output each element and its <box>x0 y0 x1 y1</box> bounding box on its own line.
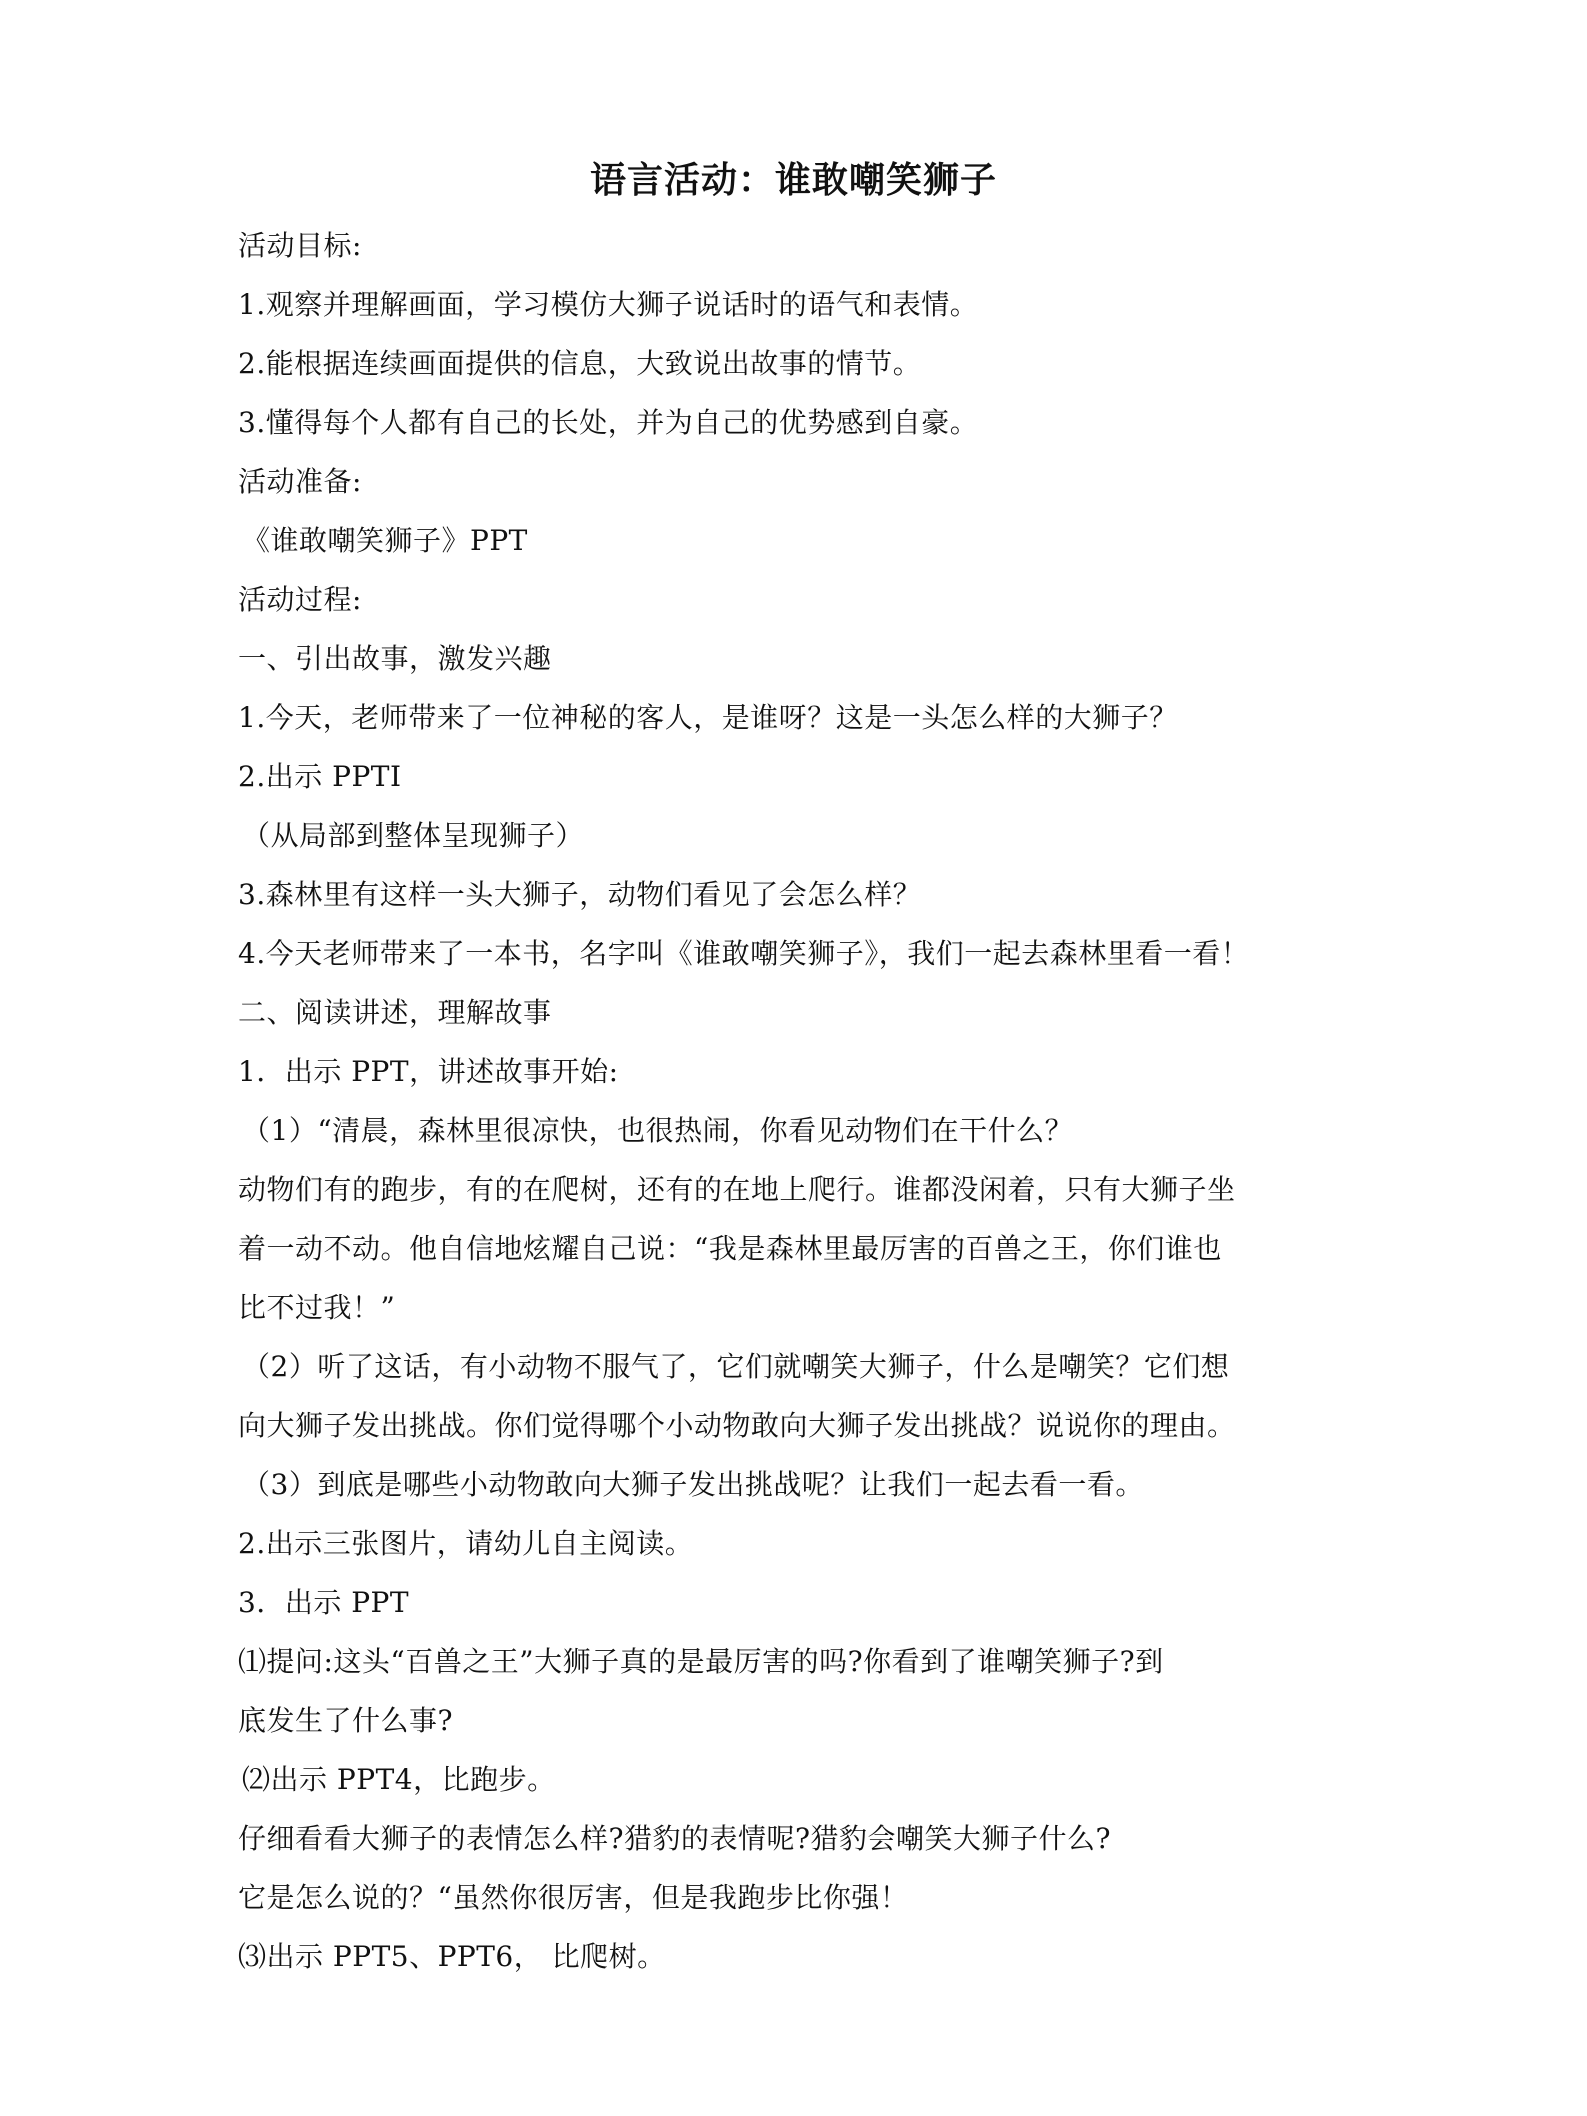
paragraph-line: 2.出示 PPTI <box>238 760 402 793</box>
preparation-item: 《谁敢嘲笑狮子》PPT <box>242 524 528 557</box>
section-heading-process: 活动过程: <box>238 583 362 616</box>
paragraph-line: 4.今天老师带来了一本书，名字叫《谁敢嘲笑狮子》，我们一起去森林里看一看！ <box>238 937 1250 970</box>
document-body <box>238 216 1368 1986</box>
section-heading-preparation: 活动准备: <box>238 465 362 498</box>
paragraph-line: 1．出示 PPT，讲述故事开始: <box>238 1055 619 1088</box>
goal-item-3: 3.懂得每个人都有自己的长处，并为自己的优势感到自豪。 <box>238 406 979 439</box>
paragraph-line: 比不过我！” <box>238 1291 396 1324</box>
paragraph-line: 向大狮子发出挑战。你们觉得哪个小动物敢向大狮子发出挑战？说说你的理由。 <box>238 1409 1236 1442</box>
paragraph-line: 3.森林里有这样一头大狮子，动物们看见了会怎么样？ <box>238 878 922 911</box>
paragraph-line: 仔细看看大狮子的表情怎么样?猎豹的表情呢?猎豹会嘲笑大狮子什么? <box>238 1822 1112 1855</box>
section-heading-goals: 活动目标: <box>238 229 362 262</box>
process-part-2-heading: 二、阅读讲述，理解故事 <box>238 996 552 1029</box>
paragraph-line: ⑶出示 PPT5、PPT6， 比爬树。 <box>238 1940 666 1973</box>
paragraph-line: （从局部到整体呈现狮子） <box>242 819 585 852</box>
paragraph-line: 动物们有的跑步，有的在爬树，还有的在地上爬行。谁都没闲着，只有大狮子坐 <box>238 1173 1236 1206</box>
paragraph-line: ⑴提问:这头“百兽之王”大狮子真的是最厉害的吗?你看到了谁嘲笑狮子?到 <box>238 1645 1164 1678</box>
paragraph-line: ⑵出示 PPT4，比跑步。 <box>242 1763 556 1796</box>
paragraph-line: 3．出示 PPT <box>238 1586 410 1619</box>
paragraph-line: 它是怎么说的？“虽然你很厉害，但是我跑步比你强！ <box>238 1881 909 1914</box>
goal-item-2: 2.能根据连续画面提供的信息，大致说出故事的情节。 <box>238 347 922 380</box>
paragraph-line: 底发生了什么事? <box>238 1704 454 1737</box>
paragraph-line: 着一动不动。他自信地炫耀自己说：“我是森林里最厉害的百兽之王，你们谁也 <box>238 1232 1222 1265</box>
document-title: 语言活动：谁敢嘲笑狮子 <box>589 159 997 201</box>
paragraph-line: 2.出示三张图片，请幼儿自主阅读。 <box>238 1527 694 1560</box>
goal-item-1: 1.观察并理解画面，学习模仿大狮子说话时的语气和表情。 <box>238 288 979 321</box>
paragraph-line: （1）“清晨，森林里很凉快，也很热闹，你看见动物们在干什么？ <box>242 1114 1074 1147</box>
process-part-1-heading: 一、引出故事，激发兴趣 <box>238 642 552 675</box>
paragraph-line: （2）听了这话，有小动物不服气了，它们就嘲笑大狮子，什么是嘲笑？它们想 <box>242 1350 1230 1383</box>
paragraph-line: 1.今天，老师带来了一位神秘的客人，是谁呀？这是一头怎么样的大狮子？ <box>238 701 1178 734</box>
paragraph-line: （3）到底是哪些小动物敢向大狮子发出挑战呢？让我们一起去看一看。 <box>242 1468 1144 1501</box>
